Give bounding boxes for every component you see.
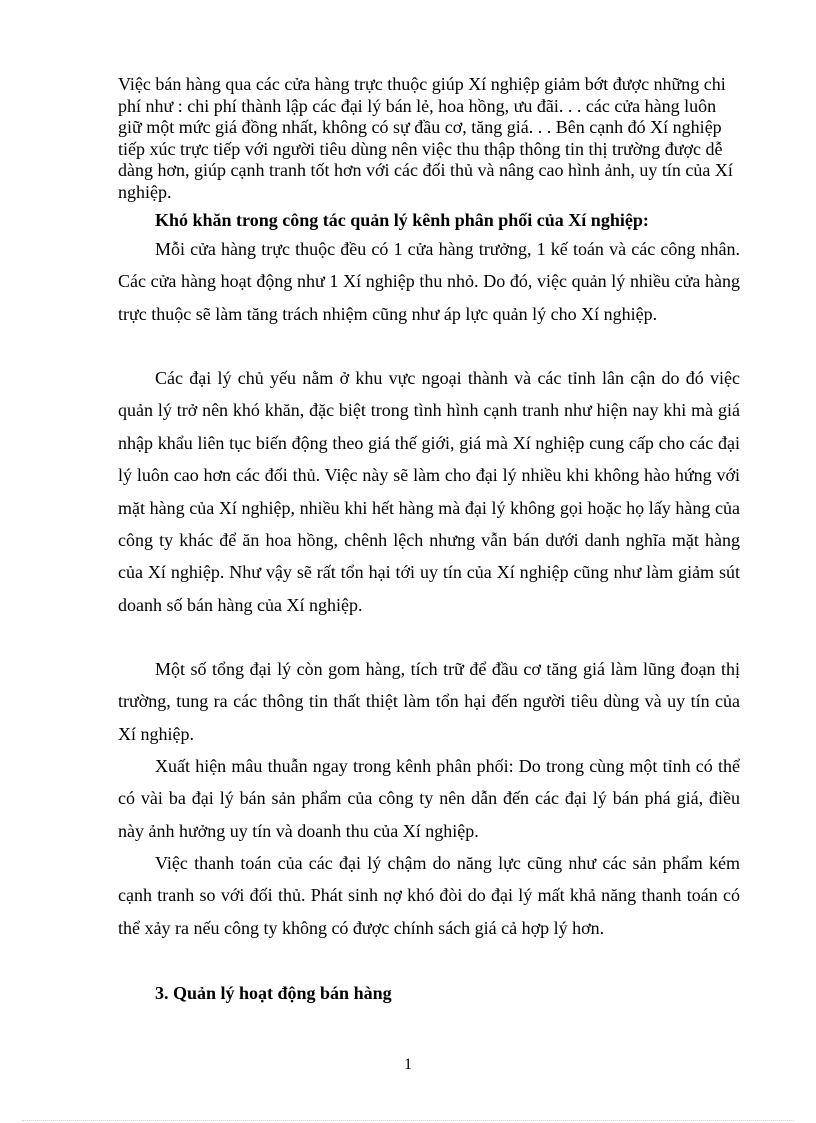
paragraph-stores: Mỗi cửa hàng trực thuộc đều có 1 cửa hàng trưởng, 1 kế toán và các công nhân. Các cửa hàng hoạt động như 1 Xí nghiệp thu nhỏ. Do đó, việc quản lý nhiều cửa hàng trực thuộc sẽ làm tăng trách nhiệm cũng như áp lực quản lý cho Xí nghiệp. [118, 239, 740, 324]
heading-difficulties: Khó khăn trong công tác quản lý kênh phân phối của Xí nghiệp: [155, 210, 649, 230]
paragraph-agents: Các đại lý chủ yếu nằm ở khu vực ngoại thành và các tỉnh lân cận do đó việc quản lý trở nên khó khăn, đặc biệt trong tình hình cạnh tranh như hiện nay khi mà giá nhập khẩu liên tục biến động theo giá thế giới, giá mà Xí nghiệp cung cấp cho các đại lý luôn cao hơn các đối thủ. Việc này sẽ làm cho đại lý nhiều khi không hào hứng với mặt hàng của Xí nghiệp, nhiều khi hết hàng mà đại lý không gọi hoặc họ lấy hàng của công ty khác để ăn hoa hồng, chênh lệch nhưng vẫn bán dưới danh nghĩa mặt hàng của Xí nghiệp. Như vậy sẽ rất tổn hại tới uy tín của Xí nghiệp cũng như làm giảm sút doanh số bán hàng của Xí nghiệp. [118, 368, 740, 615]
paragraph-hoarding: Một số tổng đại lý còn gom hàng, tích trữ để đầu cơ tăng giá làm lũng đoạn thị trường, tung ra các thông tin thất thiệt làm tổn hại đến người tiêu dùng và uy tín của Xí nghiệp. [118, 659, 740, 744]
heading-section-3: 3. Quản lý hoạt động bán hàng [155, 983, 392, 1003]
intro-paragraph: Việc bán hàng qua các cửa hàng trực thuộc giúp Xí nghiệp giảm bớt được những chi phí như : chi phí thành lập các đại lý bán lẻ, hoa hồng, ưu đãi. . . các cửa hàng luôn giữ một mức giá đồng nhất, không có sự đầu cơ, tăng giá. . . Bên cạnh đó Xí nghiệp tiếp xúc trực tiếp với người tiêu dùng nên việc thu thập thông tin thị trường được dễ dàng hơn, giúp cạnh tranh tốt hơn với các đối thủ và nâng cao hình ảnh, uy tín của Xí nghiệp. [118, 74, 733, 202]
page-number: 1 [404, 1056, 412, 1073]
page-bottom-rule [22, 1120, 794, 1121]
paragraph-conflict: Xuất hiện mâu thuẫn ngay trong kênh phân phối: Do trong cùng một tỉnh có thể có vài ba đại lý bán sản phẩm của công ty nên dẫn đến các đại lý bán phá giá, điều này ảnh hưởng uy tín và doanh thu của Xí nghiệp. [118, 756, 740, 841]
paragraph-payment: Việc thanh toán của các đại lý chậm do năng lực cũng như các sản phẩm kém cạnh tranh so với đối thủ. Phát sinh nợ khó đòi do đại lý mất khả năng thanh toán có thể xảy ra nếu công ty không có được chính sách giá cả hợp lý hơn. [118, 853, 740, 938]
